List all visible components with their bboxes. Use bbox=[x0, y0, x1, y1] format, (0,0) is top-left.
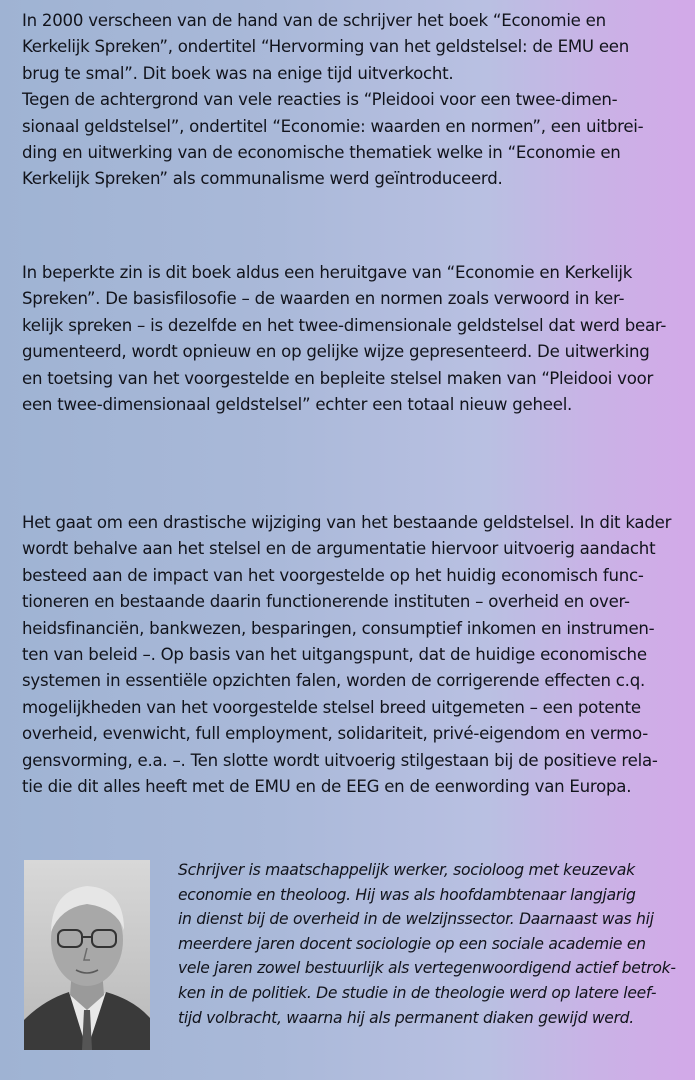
third-paragraph: Het gaat om een drastische wijziging van het bestaande geldstelsel. In dit kader wordt behalve aan het stelsel en de argumentatie hiervoor uitvoerig aandacht besteed aan de impact van het voorgestelde op het huidig economisch func- tioneren en bestaande daarin functionerende instituten – overheid en over- heidsfinanciën, bankwezen, besparingen, consumptief inkomen en instrumen- ten van beleid –. Op basis van het uitgangspunt, dat de huidige economische systemen in essentiële opzichten falen, worden de corrigerende effecten c.q. mogelijkheden van het voorgestelde stelsel breed uitgemeten – een potente overheid, evenwicht, full employment, solidariteit, privé-eigendom en vermo- gensvorming, e.a. –. Ten slotte wordt uitvoerig stilgestaan bij de positieve rela- tie die dit alles heeft met de EMU en de EEG en de eenwording van Europa. bbox=[22, 513, 672, 797]
author-portrait-icon bbox=[24, 860, 150, 1050]
author-photo bbox=[24, 860, 150, 1050]
second-paragraph: In beperkte zin is dit boek aldus een heruitgave van “Economie en Kerkelijk Spreken”. De basisfilosofie – de waarden en normen zoals verwoord in ker- kelijk spreken – is dezelfde en het twee-dimensionale geldstelsel dat werd bear- gumenteerd, wordt opnieuw en op gelijke wijze gepresenteerd. De uitwerking en toetsing van het voorgestelde en bepleite stelsel maken van “Pleidooi voor een twee-dimensionaal geldstelsel” echter een totaal nieuw geheel. bbox=[22, 263, 667, 415]
author-bio: Schrijver is maatschappelijk werker, socioloog met keuzevak economie en theoloog. Hij was als hoofdambtenaar langjarig in dienst bij de overheid in de welzijnssector. Daarnaast was hij meerdere jaren docent sociologie op een sociale academie en vele jaren zowel bestuurlijk als vertegenwoordigend actief betrok- ken in de politiek. De studie in de theologie werd op latere leef- tijd volbracht, waarna hij als permanent diaken gewijd werd. bbox=[178, 861, 676, 1027]
intro-paragraph: In 2000 verscheen van de hand van de schrijver het boek “Economie en Kerkelijk Spreken”, ondertitel “Hervorming van het geldstelsel: de EMU een brug te smal”. Dit boek was na enige tijd uitverkocht. Tegen de achtergrond van vele reacties is “Pleidooi voor een twee-dimen- sionaal geldstelsel”, ondertitel “Economie: waarden en normen”, een uitbrei- ding en uitwerking van de economische thematiek welke in “Economie en Kerkelijk Spreken” als communalisme werd geïntroduceerd. bbox=[22, 11, 644, 189]
